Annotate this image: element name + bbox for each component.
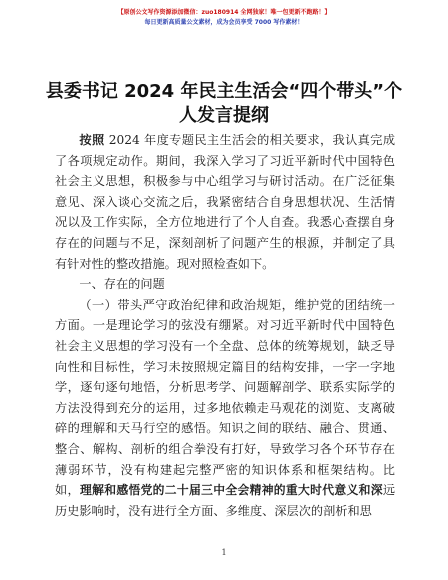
section-heading-problems: 一、存在的问题	[79, 277, 165, 292]
intro-lead: 按照	[79, 133, 105, 147]
promo-banner-line-1: 【原创公文写作资源添加微信：zuo180914 全网独家！唯一包更新不跑路！】	[117, 9, 331, 16]
subsection-1-emphasis: 理解和感悟党的二十届三中全会精神的重大时代意义和深	[80, 483, 383, 498]
document-body	[55, 130, 395, 521]
document-title: 县委书记 2024 年民主生活会“四个带头”个人发言提纲	[45, 81, 403, 126]
intro-paragraph	[55, 130, 395, 274]
subsection-1-text: （一）带头严守政治纪律和政治规矩，维护党的团结统一方面。一是理论学习的弦没有绷紧。对习近平新时代中国特色社会主义思想的学习没有一个全盘、总体的统筹规划，缺乏导向性和目标性，学习未按照规定篇目的结构安排，一字一字地学，逐句逐句地悟，分析思考学、问题解剖学、联系实际学的方法没得到充分的运用，过多地依赖走马观花的浏览、支离破碎的理解和天马行空的感悟。知识之间的联结、融合、贯通、整合、解构、剖析的组合拳没有打好，导致学习各个环节存在薄弱环节，没有构建起完整严密的知识体系和框架结构。比如，	[55, 297, 395, 498]
intro-text: 2024 年度专题民主生活会的相关要求，我认真完成了各项规定动作。期间，我深入学习了习近平新时代中国特色社会主义思想，积极参与中心组学习与研讨活动。在广泛征集意见、深入谈心交流之后，我紧密结合自身思想状况、生活情况以及工作实际，全方位地进行了个人自查。我悉心查摆自身存在的问题与不足，深刻剖析了问题产生的根源，并制定了具有针对性的整改措施。现对照检查如下。	[55, 133, 396, 271]
subsection-1-paragraph	[55, 295, 395, 522]
promo-banner	[0, 8, 448, 28]
subsection-1-tail: 远历史影响时，没有进行全方面、多维度、深层次的剖析和思	[55, 483, 395, 518]
page-number: 1	[221, 548, 227, 557]
promo-banner-line-2: 每日更新高质量公文素材，成为会员享受 7000 写作素材！	[144, 19, 304, 26]
